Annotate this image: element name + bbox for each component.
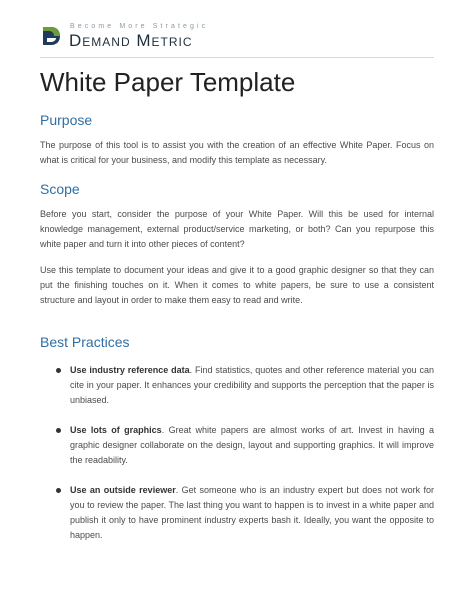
bullet-icon	[56, 488, 61, 493]
scope-paragraph-2: Use this template to document your ideas and give it to a good graphic designer so that they can put the finishing touches on it. When it comes to white papers, be sure to use a consistent structure and layout in order to make them easy to read and write.	[40, 265, 434, 305]
header-divider	[40, 57, 434, 58]
demand-metric-logo	[40, 22, 270, 52]
bullet-lead: Use industry reference data	[70, 365, 190, 375]
best-practices-heading: Best Practices	[40, 334, 130, 350]
page-title: White Paper Template	[40, 67, 296, 97]
purpose-heading: Purpose	[40, 112, 93, 128]
bullet-text: . Great white papers are almost works of art. Invest in having a graphic designer collaborate on the design, layout and supporting graphics. It will improve the readability.	[70, 425, 434, 465]
list-item	[40, 483, 434, 543]
bullet-icon	[56, 428, 61, 433]
list-item	[40, 363, 434, 408]
scope-heading: Scope	[40, 181, 80, 197]
best-practices-list	[40, 363, 434, 543]
logo-brand-name: Demand Metric	[69, 31, 193, 50]
bullet-lead: Use lots of graphics	[70, 425, 162, 435]
bullet-text: . Get someone who is an industry expert but does not work for you to review the paper. The last thing you want to happen is to invest in a white paper and publish it only to have prominent industry experts bash it. Ideally, you want the opposite to happen.	[70, 485, 434, 540]
list-item	[40, 423, 434, 468]
logo-mark-icon	[40, 25, 62, 47]
bullet-text: . Find statistics, quotes and other reference material you can cite in your paper. It enhances your credibility and supports the perception that the paper is unbiased.	[70, 365, 435, 405]
bullet-lead: Use an outside reviewer	[70, 485, 176, 495]
scope-paragraph-1: Before you start, consider the purpose of your White Paper. Will this be used for internal knowledge management, external product/service marketing, or both? Can you repurpose this white paper and turn it into other pieces of content?	[40, 209, 434, 249]
bullet-icon	[56, 368, 61, 373]
purpose-paragraph: The purpose of this tool is to assist you with the creation of an effective White Paper. Focus on what is critical for your business, and modify this template as necessary.	[40, 140, 434, 165]
logo-tagline: Become More Strategic	[70, 23, 209, 30]
